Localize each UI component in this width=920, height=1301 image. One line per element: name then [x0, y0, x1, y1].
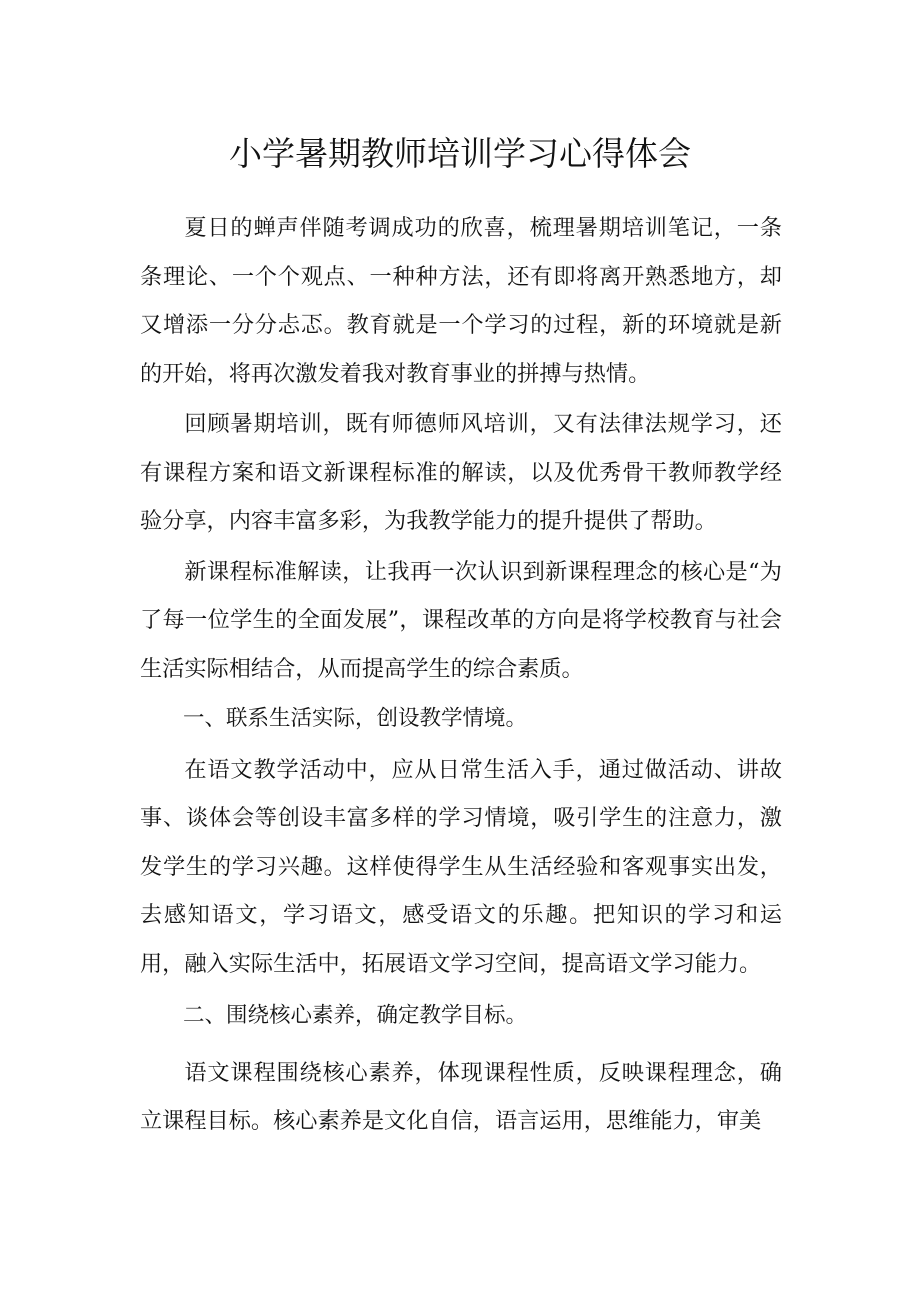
document-body — [140, 204, 782, 1148]
section-paragraph-2: 语文课程围绕核心素养，体现课程性质，反映课程理念，确立课程目标。核心素养是文化自信，语言运用，思维能力，审美 — [140, 1059, 782, 1134]
document-title: 小学暑期教师培训学习心得体会 — [229, 134, 691, 173]
paragraph-intro: 夏日的蝉声伴随考调成功的欣喜，梳理暑期培训笔记，一条条理论、一个个观点、一种种方法，还有即将离开熟悉地方，却又增添一分分忐忑。教育就是一个学习的过程，新的环境就是新的开始，将再次激发着我对教育事业的拼搏与热情。 — [140, 215, 782, 387]
section-paragraph-1: 在语文教学活动中，应从日常生活入手，通过做活动、讲故事、谈体会等创设丰富多样的学习情境，吸引学生的注意力，激发学生的学习兴趣。这样使得学生从生活经验和客观事实出发，去感知语文，学习语文，感受语文的乐趣。把知识的学习和运用，融入实际生活中，拓展语文学习空间，提高语文学习能力。 — [140, 756, 782, 977]
paragraph-curriculum: 新课程标准解读，让我再一次认识到新课程理念的核心是“为了每一位学生的全面发展”，课程改革的方向是将学校教育与社会生活实际相结合，从而提高学生的综合素质。 — [140, 558, 782, 682]
section-heading-2: 二、围绕核心素养，确定教学目标。 — [183, 1003, 528, 1028]
section-heading-1: 一、联系生活实际，创设教学情境。 — [183, 706, 528, 731]
paragraph-review: 回顾暑期培训，既有师德师风培训，又有法律法规学习，还有课程方案和语文新课程标准的解读，以及优秀骨干教师教学经验分享，内容丰富多彩，为我教学能力的提升提供了帮助。 — [140, 411, 782, 534]
